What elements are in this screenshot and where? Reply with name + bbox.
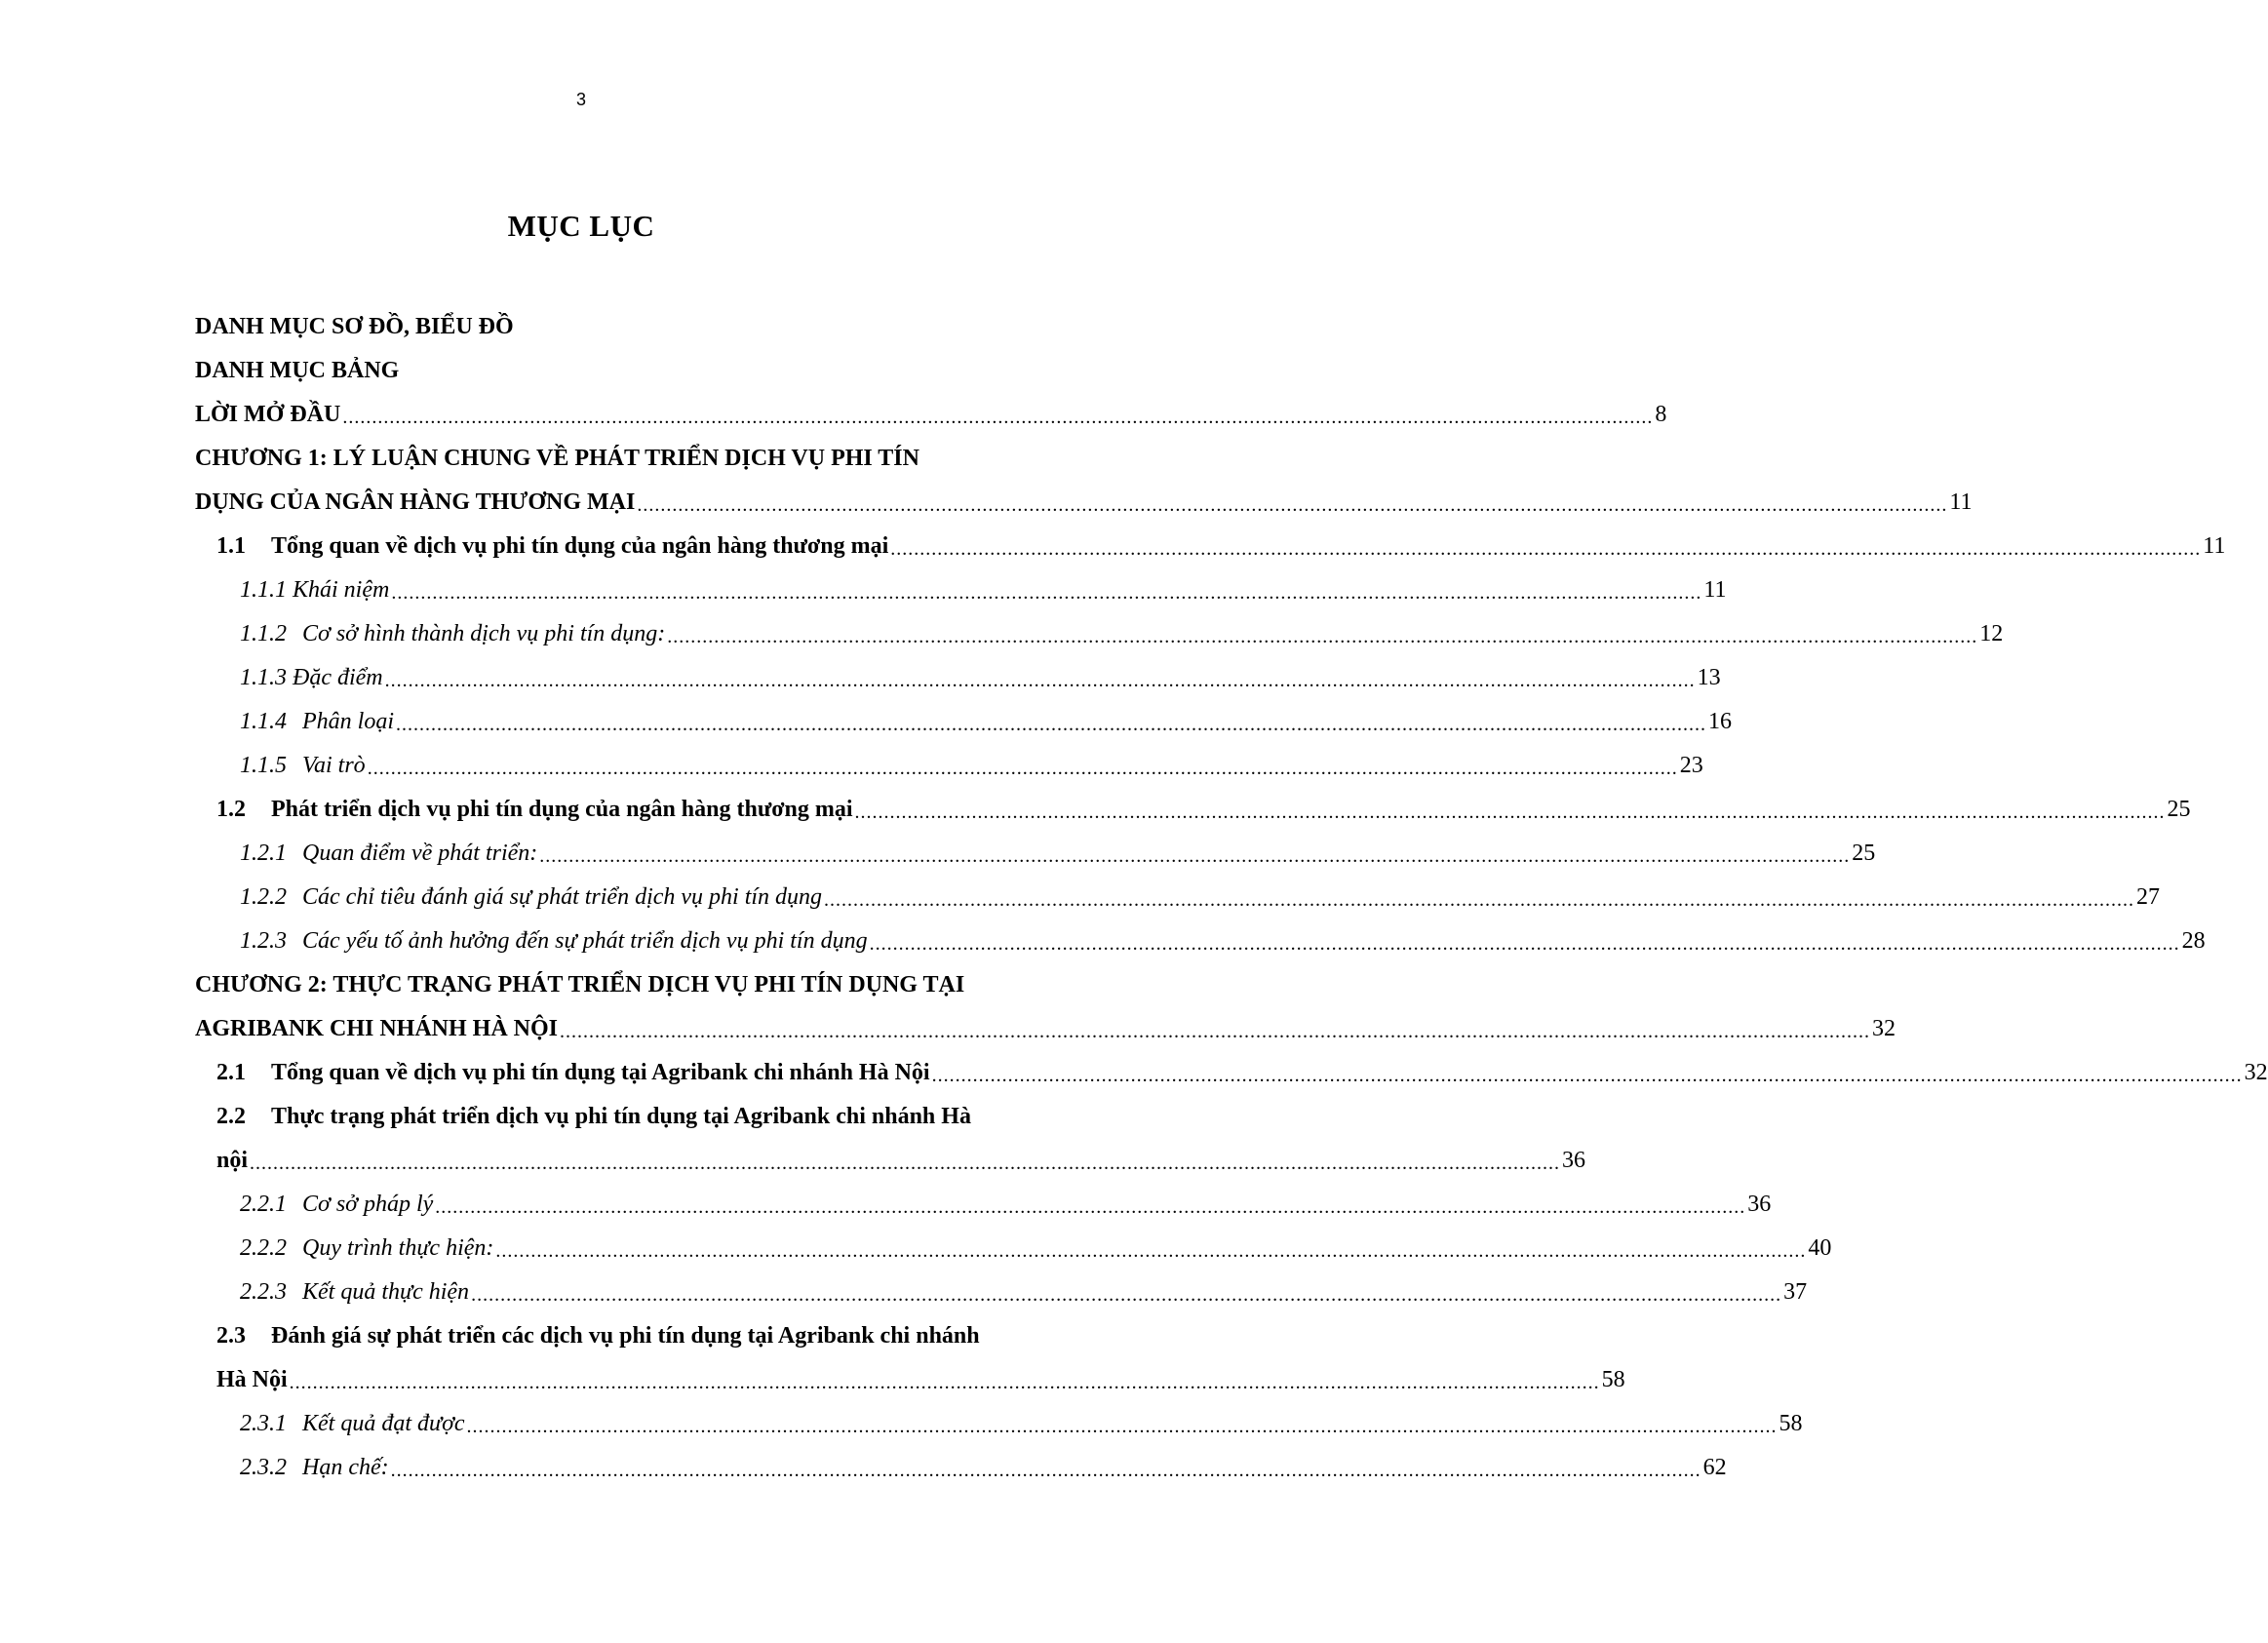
toc-entry-2-3-1[interactable] xyxy=(195,1399,1803,1443)
toc-entry-text: Hà Nội xyxy=(216,1367,288,1392)
toc-entry-1-2[interactable] xyxy=(195,785,2191,829)
dot-leader xyxy=(870,933,2180,955)
toc-entry-list-of-diagrams[interactable] xyxy=(195,302,1061,346)
toc-entry-text: Đánh giá sự phát triển các dịch vụ phi tín dụng tại Agribank chi nhánh xyxy=(271,1323,980,1349)
dot-leader xyxy=(560,1021,1870,1042)
toc-entry-1-1-3[interactable] xyxy=(195,653,1721,697)
toc-entry-2-1[interactable] xyxy=(195,1048,2268,1092)
toc-entry-1-1-5[interactable] xyxy=(195,741,1703,785)
toc-entry-1-2-1[interactable] xyxy=(195,829,1876,873)
dot-leader xyxy=(435,1196,1745,1218)
toc-entry-2-3[interactable] xyxy=(195,1311,1061,1355)
toc-entry-number: 1.2.1 xyxy=(240,841,287,866)
toc-entry-text: DANH MỤC BẢNG xyxy=(195,358,400,383)
toc-entry-page: 36 xyxy=(1747,1192,1772,1217)
toc-entry-page: 8 xyxy=(1655,402,1667,427)
toc-entry-text: CHƯƠNG 2: THỰC TRẠNG PHÁT TRIỂN DỊCH VỤ PHI TÍN DỤNG TẠI xyxy=(195,972,965,998)
toc-entry-2-2[interactable] xyxy=(195,1092,1061,1136)
toc-entry-1-1-4[interactable] xyxy=(195,697,1732,741)
toc-entry-number: 1.1.4 xyxy=(240,709,287,734)
toc-entry-text: 1.1.3 Đặc điểm xyxy=(240,665,383,690)
dot-leader xyxy=(855,802,2166,823)
toc-entry-number: 2.3.2 xyxy=(240,1455,287,1480)
dot-leader xyxy=(250,1153,1560,1174)
toc-entry-number: 1.1.5 xyxy=(240,753,287,778)
toc-entry-page: 13 xyxy=(1697,665,1721,690)
toc-entry-text: Tổng quan về dịch vụ phi tín dụng tại Agribank chi nhánh Hà Nội xyxy=(271,1060,930,1085)
toc-entry-text: Cơ sở hình thành dịch vụ phi tín dụng: xyxy=(302,621,666,646)
toc-entry-text: 1.1.1 Khái niệm xyxy=(240,577,390,603)
dot-leader xyxy=(391,582,1701,604)
dot-leader xyxy=(637,494,1947,516)
toc-entry-2-2-3[interactable] xyxy=(195,1268,1808,1311)
toc-entry-text: AGRIBANK CHI NHÁNH HÀ NỘI xyxy=(195,1016,559,1041)
dot-leader xyxy=(471,1284,1781,1306)
toc-entry-number: 2.2 xyxy=(216,1104,246,1129)
toc-entry-page: 11 xyxy=(2203,533,2226,559)
toc-entry-text: Các chỉ tiêu đánh giá sự phát triển dịch vụ phi tín dụng xyxy=(302,884,823,910)
toc-entry-page: 40 xyxy=(1808,1235,1832,1261)
toc-entry-page: 25 xyxy=(2167,797,2191,822)
dot-leader xyxy=(667,626,1977,647)
toc-entry-text: Các yếu tố ảnh hưởng đến sự phát triển dịch vụ phi tín dụng xyxy=(302,928,868,954)
toc-entry-page: 62 xyxy=(1702,1455,1727,1480)
dot-leader xyxy=(391,1460,1701,1481)
toc-entry-number: 2.2.3 xyxy=(240,1279,287,1305)
toc-entry-number: 1.1 xyxy=(216,533,246,559)
dot-leader xyxy=(467,1416,1778,1437)
dot-leader xyxy=(495,1240,1806,1262)
toc-entry-page: 37 xyxy=(1783,1279,1808,1305)
toc-entry-number: 1.2.3 xyxy=(240,928,287,954)
toc-entry-chapter-2[interactable] xyxy=(195,960,1061,1004)
toc-entry-number: 2.2.1 xyxy=(240,1192,287,1217)
toc-entry-2-3-cont[interactable] xyxy=(195,1355,1625,1399)
toc-entry-text: Phân loại xyxy=(302,709,394,734)
page-number: 3 xyxy=(575,90,586,109)
toc-entry-page: 28 xyxy=(2181,928,2206,954)
toc-entry-text: Thực trạng phát triển dịch vụ phi tín dụng tại Agribank chi nhánh Hà xyxy=(271,1104,971,1129)
toc-entry-text: Quan điểm về phát triển: xyxy=(302,841,538,866)
toc-entry-page: 58 xyxy=(1601,1367,1625,1392)
toc-entry-number: 2.2.2 xyxy=(240,1235,287,1261)
table-of-contents xyxy=(195,302,2268,1487)
toc-entry-text: LỜI MỞ ĐẦU xyxy=(195,402,341,427)
toc-entry-2-2-2[interactable] xyxy=(195,1224,1832,1268)
toc-entry-text: Quy trình thực hiện: xyxy=(302,1235,494,1261)
toc-entry-2-2-1[interactable] xyxy=(195,1180,1772,1224)
toc-entry-1-2-2[interactable] xyxy=(195,873,2161,917)
toc-entry-number: 2.1 xyxy=(216,1060,246,1085)
toc-entry-page: 23 xyxy=(1679,753,1703,778)
toc-entry-text: Kết quả thực hiện xyxy=(302,1279,470,1305)
toc-entry-1-2-3[interactable] xyxy=(195,917,2206,960)
dot-leader xyxy=(342,407,1653,428)
toc-entry-page: 58 xyxy=(1779,1411,1803,1436)
toc-entry-page: 32 xyxy=(2244,1060,2268,1085)
toc-entry-page: 25 xyxy=(1852,841,1876,866)
toc-entry-page: 11 xyxy=(1703,577,1727,603)
toc-entry-number: 1.2 xyxy=(216,797,246,822)
toc-entry-list-of-tables[interactable] xyxy=(195,346,1061,390)
toc-entry-number: 2.3.1 xyxy=(240,1411,287,1436)
toc-entry-text: Vai trò xyxy=(302,753,366,778)
toc-entry-text: Tổng quan về dịch vụ phi tín dụng của ngân hàng thương mại xyxy=(271,533,889,559)
toc-entry-1-1[interactable] xyxy=(195,522,2226,566)
toc-entry-page: 36 xyxy=(1562,1148,1586,1173)
toc-entry-text: nội xyxy=(216,1148,249,1173)
toc-entry-2-2-cont[interactable] xyxy=(195,1136,1586,1180)
dot-leader xyxy=(932,1065,2243,1086)
toc-entry-text: DANH MỤC SƠ ĐỒ, BIỂU ĐỒ xyxy=(195,314,514,339)
toc-entry-text: Hạn chế: xyxy=(302,1455,389,1480)
dot-leader xyxy=(396,714,1706,735)
toc-entry-2-3-2[interactable] xyxy=(195,1443,1727,1487)
toc-entry-chapter-1[interactable] xyxy=(195,434,1061,478)
toc-entry-1-1-1[interactable] xyxy=(195,566,1727,609)
toc-entry-number: 2.3 xyxy=(216,1323,246,1349)
toc-entry-introduction[interactable] xyxy=(195,390,1667,434)
toc-entry-page: 27 xyxy=(2136,884,2161,910)
toc-entry-text: Phát triển dịch vụ phi tín dụng của ngân hàng thương mại xyxy=(271,797,853,822)
toc-entry-page: 32 xyxy=(1872,1016,1897,1041)
toc-entry-chapter-1-cont[interactable] xyxy=(195,478,1973,522)
dot-leader xyxy=(824,889,2134,911)
toc-entry-page: 12 xyxy=(1979,621,2004,646)
toc-entry-text: CHƯƠNG 1: LÝ LUẬN CHUNG VỀ PHÁT TRIỂN DỊCH VỤ PHI TÍN xyxy=(195,446,919,471)
toc-entry-text: Kết quả đạt được xyxy=(302,1411,465,1436)
toc-entry-number: 1.1.2 xyxy=(240,621,287,646)
dot-leader xyxy=(290,1372,1600,1393)
dot-leader xyxy=(368,758,1678,779)
toc-entry-1-1-2[interactable] xyxy=(195,609,2004,653)
dot-leader xyxy=(890,538,2201,560)
page-title: MỤC LỤC xyxy=(507,209,655,243)
toc-entry-text: DỤNG CỦA NGÂN HÀNG THƯƠNG MẠI xyxy=(195,489,636,515)
toc-entry-text: Cơ sở pháp lý xyxy=(302,1192,434,1217)
toc-entry-chapter-2-cont[interactable] xyxy=(195,1004,1897,1048)
dot-leader xyxy=(385,670,1696,691)
toc-entry-page: 11 xyxy=(1949,489,1973,515)
dot-leader xyxy=(539,845,1850,867)
toc-entry-number: 1.2.2 xyxy=(240,884,287,910)
toc-entry-page: 16 xyxy=(1708,709,1732,734)
